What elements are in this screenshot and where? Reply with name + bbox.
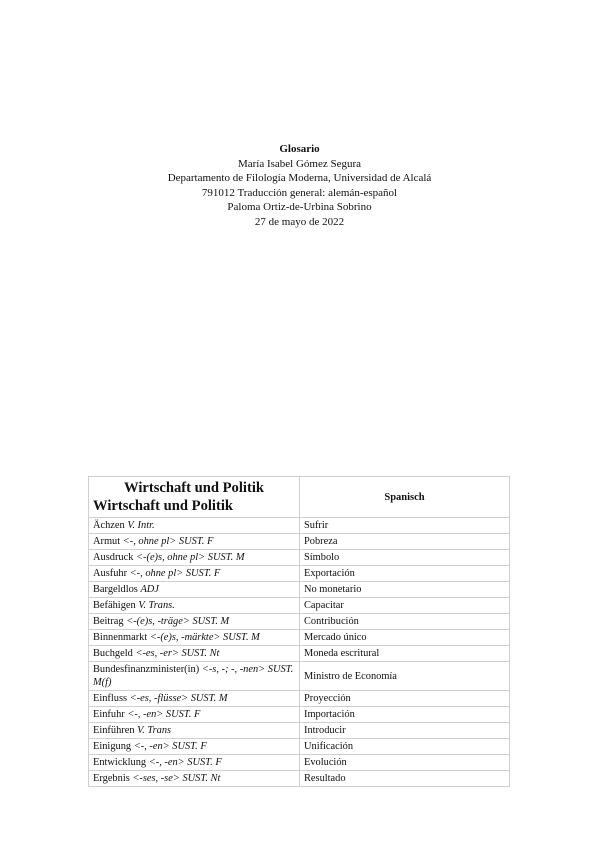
grammar-info: <-(e)s, -märkte> SUST. M [149, 632, 260, 643]
table-row [89, 755, 510, 771]
spanish-translation: Sufrir [300, 518, 510, 534]
grammar-info: <-, -en> SUST. F [133, 741, 207, 752]
german-term: Binnenmarkt [93, 632, 148, 643]
german-term-cell [89, 723, 300, 739]
grammar-info: V. Trans. [138, 600, 175, 611]
german-term-cell [89, 630, 300, 646]
spanish-translation: Moneda escritural [300, 646, 510, 662]
table-row [89, 566, 510, 582]
department-name: Departamento de Filología Moderna, Universidad de Alcalá [167, 172, 432, 184]
spanish-translation: Importación [300, 707, 510, 723]
spanish-translation: Mercado único [300, 630, 510, 646]
german-term: Bundesfinanzminister(in) [93, 664, 200, 675]
spanish-translation: Exportación [300, 566, 510, 582]
german-term-cell [89, 771, 300, 787]
german-term-cell [89, 614, 300, 630]
german-term: Buchgeld [93, 648, 133, 659]
grammar-info: <-(e)s, -träge> SUST. M [126, 616, 230, 627]
german-term-cell [89, 534, 300, 550]
german-term: Einfluss [93, 693, 128, 704]
spanish-translation: Ministro de Economía [300, 662, 510, 691]
german-term-cell [89, 707, 300, 723]
german-term: Einigung [93, 741, 132, 752]
spanish-translation: Capacitar [300, 598, 510, 614]
document-title: Glosario [279, 143, 320, 155]
german-term: Einführen [93, 725, 135, 736]
grammar-info: V. Intr. [127, 520, 155, 531]
grammar-info: <-, ohne pl> SUST. F [122, 536, 214, 547]
table-row [89, 614, 510, 630]
spanish-column-header: Spanisch [300, 477, 510, 518]
grammar-info: <-es, -flüsse> SUST. M [129, 693, 228, 704]
spanish-translation: Contribución [300, 614, 510, 630]
table-row [89, 518, 510, 534]
german-term-cell [89, 582, 300, 598]
table-row [89, 582, 510, 598]
german-term: Entwicklung [93, 757, 147, 768]
german-term: Bargeldlos [93, 584, 138, 595]
spanish-translation: No monetario [300, 582, 510, 598]
spanish-translation: Evolución [300, 755, 510, 771]
grammar-info: ADJ [140, 584, 159, 595]
german-header-line2: Wirtschaft und Politik [93, 498, 234, 514]
spanish-translation: Unificación [300, 739, 510, 755]
german-term: Beitrag [93, 616, 124, 627]
grammar-info: <-es, -er> SUST. Nt [135, 648, 220, 659]
german-term-cell [89, 566, 300, 582]
table-row [89, 598, 510, 614]
german-term-cell [89, 739, 300, 755]
grammar-info: <-, -en> SUST. F [148, 757, 222, 768]
table-row [89, 534, 510, 550]
german-term: Ausdruck [93, 552, 134, 563]
glossary-table [88, 476, 510, 787]
grammar-info: <-ses, -se> SUST. Nt [132, 773, 221, 784]
german-term-cell [89, 598, 300, 614]
author-name: María Isabel Gómez Segura [237, 157, 362, 170]
document-date: 27 de mayo de 2022 [254, 215, 345, 228]
table-row [89, 707, 510, 723]
german-term: Armut [93, 536, 121, 547]
document-header [0, 142, 599, 229]
table-header-row [89, 477, 510, 518]
table-row [89, 646, 510, 662]
spanish-translation: Pobreza [300, 534, 510, 550]
german-term: Befähigen [93, 600, 136, 611]
german-term-cell [89, 691, 300, 707]
teacher-name: Paloma Ortiz-de-Urbina Sobrino [227, 201, 372, 213]
spanish-translation: Símbolo [300, 550, 510, 566]
grammar-info: <-, -en> SUST. F [127, 709, 201, 720]
table-row [89, 691, 510, 707]
grammar-info: <-(e)s, ohne pl> SUST. M [136, 552, 245, 563]
german-term-cell [89, 662, 300, 691]
grammar-info: V. Trans [137, 725, 172, 736]
spanish-translation: Introducir [300, 723, 510, 739]
german-term: Einfuhr [93, 709, 125, 720]
table-row [89, 739, 510, 755]
table-row [89, 662, 510, 691]
course-name: 791012 Traducción general: alemán-español [201, 186, 398, 199]
spanish-translation: Resultado [300, 771, 510, 787]
german-term-cell [89, 550, 300, 566]
german-term-cell [89, 755, 300, 771]
spanish-translation: Proyección [300, 691, 510, 707]
german-term-cell [89, 646, 300, 662]
german-term: Ergebnis [93, 773, 130, 784]
german-term-cell [89, 518, 300, 534]
german-term: Ausfuhr [93, 568, 128, 579]
grammar-info: <-s, -; -, -nen> SUST. M(f) [93, 664, 294, 688]
table-row [89, 630, 510, 646]
table-row [89, 550, 510, 566]
table-row [89, 723, 510, 739]
grammar-info: <-, ohne pl> SUST. F [129, 568, 221, 579]
table-row [89, 771, 510, 787]
german-column-header [89, 477, 300, 518]
german-term: Ächzen [93, 520, 125, 531]
german-header-line1: Wirtschaft und Politik [123, 480, 264, 496]
